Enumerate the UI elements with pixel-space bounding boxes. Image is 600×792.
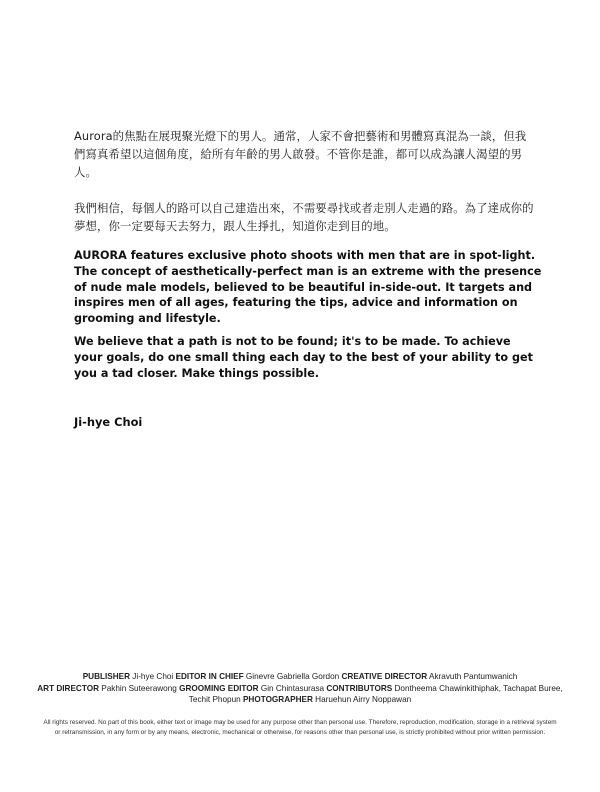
grooming-editor-name: Gin Chintasurasa: [260, 683, 325, 693]
contributors-label: CONTRIBUTORS: [326, 683, 393, 693]
contributors-names: Dontheema Chawinkithiphak, Tachapat Buree, Techit Phopun: [188, 683, 563, 704]
publisher-label: PUBLISHER: [82, 672, 131, 681]
intro-english-paragraph-1: AURORA features exclusive photo shoots with men that are in spot-light. The concept of aesthetically-perfect man is an extreme with the presence of nude male models, believed to be beautiful in-side-out. It targets and inspires men of all ages, featuring the tips, advice and information on grooming and lifestyle.: [74, 249, 542, 326]
intro-english-paragraph-2: We believe that a path is not to be found; it's to be made. To achieve your goals, do one small thing each day to the best of your ability to get you a tad closer. Make things possible.: [74, 335, 533, 380]
editor-label: EDITOR IN CHIEF: [175, 672, 244, 681]
art-director-name: Pakhin Suteerawong: [101, 683, 177, 693]
rights-notice: All rights reserved. No part of this book, either text or image may be used for any purpose other than personal use. Therefore, reproduction, modification, storage in a retrieval system or retransmission, in any form or by any means, electronic, mechanical or otherwise, for reasons other than personal use, is strictly prohibited without prior written permission.: [43, 719, 557, 736]
intro-chinese-paragraph-2: 我們相信，每個人的路可以自己建造出來，不需要尋找或者走別人走過的路。為了達成你的夢想，你一定要每天去努力，跟人生掙扎，知道你走到目的地。: [74, 201, 534, 233]
photographer-label: PHOTOGRAPHER: [242, 695, 313, 704]
creative-director-name: Akravuth Pantumwanich: [429, 672, 518, 681]
masthead-credits: [30, 671, 570, 706]
photographer-name: Haruehun Airry Noppawan: [315, 695, 412, 704]
grooming-editor-label: GROOMING EDITOR: [179, 683, 259, 693]
editor-name: Ginevre Gabriella Gordon: [245, 672, 340, 681]
intro-chinese-paragraph-1: Aurora的焦點在展現聚光燈下的男人。通常，人家不會把藝術和男體寫真混為一談，但我們寫真希望以這個角度，給所有年齡的男人啟發。不管你是誰，都可以成為讓人渴望的男人。: [74, 129, 527, 179]
art-director-label: ART DIRECTOR: [37, 683, 99, 693]
publisher-name: Ji-hye Choi: [132, 672, 174, 681]
signature: Ji-hye Choi: [74, 415, 143, 429]
creative-director-label: CREATIVE DIRECTOR: [341, 672, 428, 681]
